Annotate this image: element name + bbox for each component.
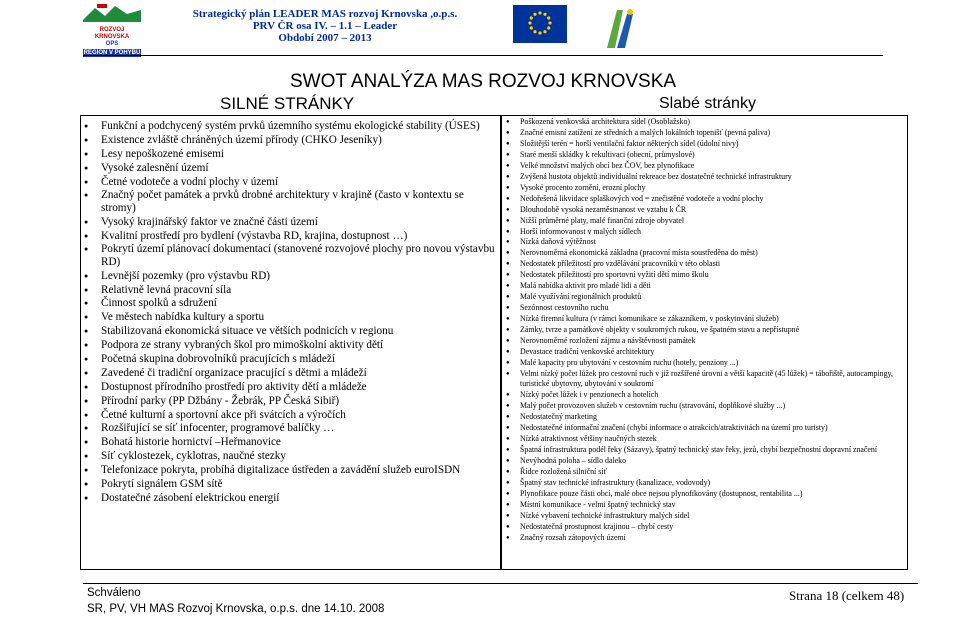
strength-item: ● Bohatá historie hornictví –Heřmanovice: [84, 436, 496, 448]
strength-item: ● Zavedené či tradiční organizace pracující s dětmi a mládeží: [84, 367, 496, 379]
strength-item: ● Telefonizace pokryta, probíhá digitalizace ústředen a zavádění služeb euroISDN: [84, 464, 496, 476]
strength-item: ● Funkční a podchycený systém prvků územního systému ekologické stability (ÚSES): [84, 120, 496, 132]
weakness-item: ● Nerovnoměrná ekonomická základna (pracovní místa soustředěna do měst): [503, 248, 903, 258]
weakness-item: ● Malá nabídka aktivit pro mladé lidi a děti: [503, 281, 903, 291]
weakness-item: ● Malé využívání regionálních produktů: [503, 292, 903, 302]
weakness-item: ● Malé kapacity pro ubytování v cestovním ruchu (hotely, penziony ...): [503, 358, 903, 368]
weakness-item: ● Složitější terén = horší ventilační faktor některých sídel (údolní nivy): [503, 139, 903, 149]
weakness-item: ● Nedostatečné informační značení (chybí informace o atrakcích/atraktivitách na území pro turisty): [503, 423, 903, 433]
weakness-item: ● Devastace tradiční venkovské architektury: [503, 347, 903, 357]
strength-item: ● Četné vodoteče a vodní plochy v území: [84, 176, 496, 188]
weakness-item: ● Zámky, tvrze a památkové objekty v soukromých rukou, ve špatném stavu a nepřístupné: [503, 325, 903, 335]
weakness-item: ● Velmi nízký počet lůžek pro cestovní ruch v již rozšířené úrovni a větší kapacitě (45 lůžek) = tábořiště, autocampingy, turistické ubytovny, ubytování v soukromí: [503, 369, 903, 390]
footer-approved: Schváleno: [87, 587, 141, 599]
weakness-item: ● Nedořešená likvidace splaškových vod = znečistěné vodoteče a vodní plochy: [503, 194, 903, 204]
weakness-item: ● Velké množství malých obcí bez ČOV, bez plynofikace: [503, 161, 903, 171]
weakness-item: ● Špatný stav technické infrastruktury (kanalizace, vodovody): [503, 478, 903, 488]
weakness-item: ● Nedostatek příležitostí pro vzdělávání pracovníků v této oblasti: [503, 259, 903, 269]
header-line-2: PRV ČR osa IV. – 1.1 – Leader: [252, 20, 398, 32]
weaknesses-list: [503, 117, 903, 544]
page-title: SWOT ANALÝZA MAS ROZVOJ KRNOVSKA: [290, 71, 677, 92]
strength-item: ● Stabilizovaná ekonomická situace ve větších podnicích v regionu: [84, 325, 496, 337]
strength-item: ● Ve městech nabídka kultury a sportu: [84, 311, 496, 323]
header-line-1: Strategický plán LEADER MAS rozvoj Krnovska ,o.p.s.: [192, 8, 458, 20]
weakness-item: ● Značné emisní zatížení ze středních a malých lokálních topenišť (pevná paliva): [503, 128, 903, 138]
strength-item: ● Kvalitní prostředí pro bydlení (výstavba RD, krajina, dostupnost …): [84, 230, 496, 242]
weakness-item: ● Nerovnoměrné rozložení zájmu a návštěvnosti památek: [503, 336, 903, 346]
weakness-item: ● Poškozená venkovská architektura sídel (Osoblažsko): [503, 117, 903, 127]
strength-item: ● Relativně levná pracovní síla: [84, 284, 496, 296]
header-line-3: Období 2007 – 2013: [278, 32, 372, 44]
weakness-item: ● Nízká atraktivnost většiny naučných stezek: [503, 434, 903, 444]
strength-item: ● Vysoké zalesnění území: [84, 162, 496, 174]
strength-item: ● Levnější pozemky (pro výstavbu RD): [84, 270, 496, 282]
strength-item: ● Lesy nepoškozené emisemi: [84, 148, 496, 160]
strength-item: ● Četné kulturní a sportovní akce při svátcích a výročích: [84, 409, 496, 421]
weakness-item: ● Nedostatečný marketing: [503, 412, 903, 422]
weakness-item: ● Horší informovanost v malých sídlech: [503, 227, 903, 237]
strength-item: ● Početná skupina dobrovolníků pracujících s mládeží: [84, 353, 496, 365]
strength-item: ● Vysoký krajinářský faktor ve značné části území: [84, 216, 496, 228]
page-number: Strana 18 (celkem 48): [789, 588, 905, 603]
eu-flag-icon: [513, 5, 567, 43]
header-divider: [83, 55, 883, 56]
strengths-list: [84, 120, 496, 506]
strength-item: ● Dostupnost přírodního prostředí pro aktivity dětí a mládeže: [84, 381, 496, 393]
weakness-item: ● Vysoké procento zornění, erozní plochy: [503, 183, 903, 193]
strength-item: ● Přírodní parky (PP Džbány - Žebrák, PP Česká Sibiř): [84, 395, 496, 407]
logo-text-top: ROZVOJ KRNOVSKA: [94, 27, 130, 40]
strength-item: ● Existence zvláště chráněných území přírody (CHKO Jeseníky): [84, 134, 496, 146]
footer-approved-by: SR, PV, VH MAS Rozvoj Krnovska, o.p.s. dne 14.10. 2008: [87, 603, 385, 615]
weakness-item: ● Zvýšená hustota objektů individuální rekreace bez dostatečné technické infrastruktury: [503, 172, 903, 182]
strength-item: ● Značný počet památek a prvků drobné architektury v krajině (často v kontextu se stromy): [84, 189, 496, 214]
weakness-item: ● Malý počet provozoven služeb v cestovním ruchu (stravování, doplňkové služby ...): [503, 401, 903, 411]
weakness-item: ● Nízká daňová výtěžnost: [503, 237, 903, 247]
weaknesses-heading: Slabé stránky: [659, 95, 756, 112]
weakness-item: ● Nedostatek příležitostí pro sportovní vyžití dětí mimo školu: [503, 270, 903, 280]
weakness-item: ● Nižší průměrné platy, malé finanční zdroje obyvatel: [503, 216, 903, 226]
weakness-item: ● Značný rozsah zátopových území: [503, 533, 903, 543]
strength-item: ● Dostatečné zásobení elektrickou energií: [84, 492, 496, 504]
logo-text-bottom: REGION V POHYBU: [83, 50, 141, 56]
logo-text-mid: OPS: [105, 41, 119, 47]
strength-item: ● Síť cyklostezek, cyklotras, naučné stezky: [84, 450, 496, 462]
weakness-item: ● Místní komunikace - velmi špatný technický stav: [503, 500, 903, 510]
weakness-item: ● Špatná infrastruktura podél řeky (Sázavy), špatný technický stav řeky, jezů, chybí bezpečnostní dopravní značení: [503, 445, 903, 455]
strengths-heading: SILNÉ STRÁNKY: [220, 94, 355, 113]
strength-item: ● Pokrytí signálem GSM sítě: [84, 478, 496, 490]
weakness-item: ● Staré menší skládky k rekultivaci (obecní, průmyslové): [503, 150, 903, 160]
weakness-item: ● Nedostatečná prostupnost krajinou – chybí cesty: [503, 522, 903, 532]
weakness-item: ● Dlouhodobě vysoká nezaměstnanost ve vztahu k ČR: [503, 205, 903, 215]
strength-item: ● Pokrytí území plánovací dokumentací (stanovené rozvojové plochy pro novou výstavbu RD): [84, 243, 496, 268]
weakness-item: ● Plynofikace pouze části obcí, malé obce nejsou plynofikovány (dostupnost, rentabilita ...): [503, 489, 903, 499]
weakness-item: ● Nízká firemní kultura (v rámci komunikace se zákazníkem, v poskytování služeb): [503, 314, 903, 324]
strength-item: ● Podpora ze strany vybraných škol pro mimoškolní aktivity dětí: [84, 339, 496, 351]
footer-divider: [83, 583, 918, 584]
weakness-item: ● Nevýhodná poloha – sídlo daleko: [503, 456, 903, 466]
weakness-item: ● Řídce rozložená silniční síť: [503, 467, 903, 477]
leader-logo-icon: [597, 4, 643, 52]
weakness-item: ● Nízké vybavení technické infrastruktury malých sídel: [503, 511, 903, 521]
weakness-item: ● Nízký počet lůžek i v penzionech a hotelích: [503, 390, 903, 400]
weakness-item: ● Sezónnost cestovního ruchu: [503, 303, 903, 313]
strength-item: ● Činnost spolků a sdružení: [84, 297, 496, 309]
strength-item: ● Rozšiřující se síť infocenter, programové balíčky …: [84, 422, 496, 434]
